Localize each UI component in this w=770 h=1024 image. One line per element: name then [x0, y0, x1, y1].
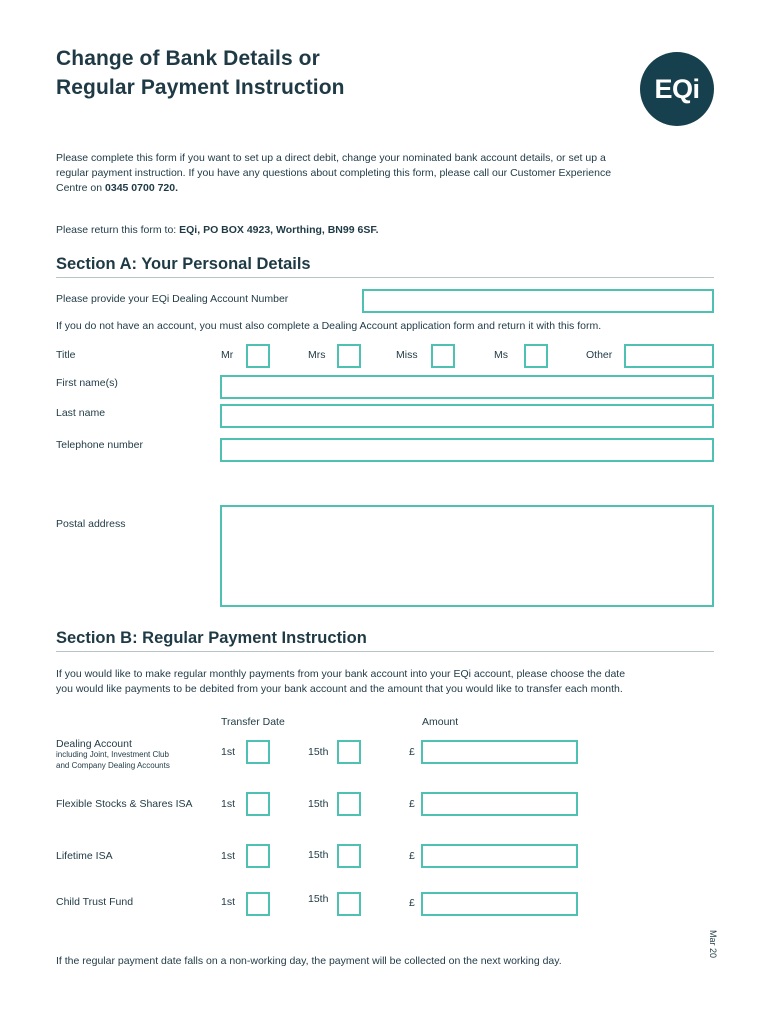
postal-address-label: Postal address	[56, 518, 126, 530]
section-a-divider	[56, 277, 714, 278]
return-instruction	[56, 223, 379, 238]
date-15th-label: 15th	[308, 746, 329, 758]
date-1st-checkbox[interactable]	[246, 844, 270, 868]
date-1st-checkbox[interactable]	[246, 740, 270, 764]
section-b-intro	[56, 667, 726, 697]
title-mrs-label: Mrs	[308, 349, 326, 361]
amount-field[interactable]	[421, 792, 578, 816]
payment-footnote: If the regular payment date falls on a non-working day, the payment will be collected on the next working day.	[56, 955, 562, 967]
payment-row-sublabel-line1: including Joint, Investment Club	[56, 750, 169, 759]
edition-date-label: Mar 20	[708, 930, 718, 959]
date-15th-checkbox[interactable]	[337, 892, 361, 916]
title-miss-label: Miss	[396, 349, 418, 361]
currency-symbol: £	[409, 798, 415, 810]
date-15th-label: 15th	[308, 798, 329, 810]
section-b-heading: Section B: Regular Payment Instruction	[56, 629, 367, 647]
payment-row-label: Flexible Stocks & Shares ISA	[56, 798, 193, 810]
title-ms-label: Ms	[494, 349, 508, 361]
date-1st-label: 1st	[221, 746, 236, 758]
eqi-logo-text: EQi	[654, 73, 700, 104]
title-label: Title	[56, 349, 76, 361]
date-15th-label: 15th	[308, 893, 329, 905]
title-miss-checkbox[interactable]	[431, 344, 455, 368]
date-15th-checkbox[interactable]	[337, 792, 361, 816]
currency-symbol: £	[409, 746, 415, 758]
intro-paragraph	[56, 151, 726, 196]
intro-line2: regular payment instruction. If you have any questions about completing this form, please call our Customer Experience	[56, 167, 612, 179]
intro-line3	[56, 181, 726, 196]
section-a-heading: Section A: Your Personal Details	[56, 255, 311, 273]
title-other-field[interactable]	[624, 344, 714, 368]
date-1st-label: 1st	[221, 850, 236, 862]
date-15th-checkbox[interactable]	[337, 844, 361, 868]
payment-row-sublabel	[56, 749, 170, 771]
first-name-label: First name(s)	[56, 377, 118, 389]
date-15th-label: 15th	[308, 849, 329, 861]
amount-field[interactable]	[421, 740, 578, 764]
last-name-field[interactable]	[220, 404, 714, 428]
amount-header: Amount	[422, 716, 459, 728]
date-1st-label: 1st	[221, 896, 236, 908]
form-title-line1: Change of Bank Details or	[56, 47, 320, 70]
return-address: EQi, PO BOX 4923, Worthing, BN99 6SF.	[179, 224, 379, 236]
currency-symbol: £	[409, 850, 415, 862]
date-1st-checkbox[interactable]	[246, 892, 270, 916]
date-1st-checkbox[interactable]	[246, 792, 270, 816]
return-prefix: Please return this form to:	[56, 224, 180, 236]
amount-field[interactable]	[421, 844, 578, 868]
intro-line3-prefix: Centre on	[56, 182, 106, 194]
payment-row-label: Lifetime ISA	[56, 850, 113, 862]
payment-row-label: Child Trust Fund	[56, 896, 134, 908]
payment-row-label: Dealing Account	[56, 738, 132, 750]
amount-field[interactable]	[421, 892, 578, 916]
form-title-line2: Regular Payment Instruction	[56, 76, 345, 99]
postal-address-field[interactable]	[220, 505, 714, 607]
telephone-label: Telephone number	[56, 439, 143, 451]
eqi-logo	[640, 52, 714, 126]
date-1st-label: 1st	[221, 798, 236, 810]
intro-line1: Please complete this form if you want to set up a direct debit, change your nominated bank account details, or set up a	[56, 152, 606, 164]
telephone-field[interactable]	[220, 438, 714, 462]
title-mr-checkbox[interactable]	[246, 344, 270, 368]
date-15th-checkbox[interactable]	[337, 740, 361, 764]
transfer-date-header: Transfer Date	[221, 716, 285, 728]
section-b-intro-line2: you would like payments to be debited from your bank account and the amount that you would like to transfer each month.	[56, 683, 623, 695]
title-mr-label: Mr	[221, 349, 234, 361]
currency-symbol: £	[409, 897, 415, 909]
title-mrs-checkbox[interactable]	[337, 344, 361, 368]
section-b-intro-line1: If you would like to make regular monthly payments from your bank account into your EQi account, please choose the date	[56, 668, 626, 680]
account-number-label: Please provide your EQi Dealing Account Number	[56, 293, 289, 305]
form-title	[56, 44, 345, 102]
title-other-label: Other	[586, 349, 613, 361]
account-note: If you do not have an account, you must also complete a Dealing Account application form and return it with this form.	[56, 320, 602, 332]
customer-phone: 0345 0700 720.	[105, 182, 179, 194]
payment-row-sublabel-line2: and Company Dealing Accounts	[56, 761, 170, 770]
last-name-label: Last name	[56, 407, 106, 419]
title-ms-checkbox[interactable]	[524, 344, 548, 368]
section-b-divider	[56, 651, 714, 652]
account-number-field[interactable]	[362, 289, 714, 313]
first-name-field[interactable]	[220, 375, 714, 399]
